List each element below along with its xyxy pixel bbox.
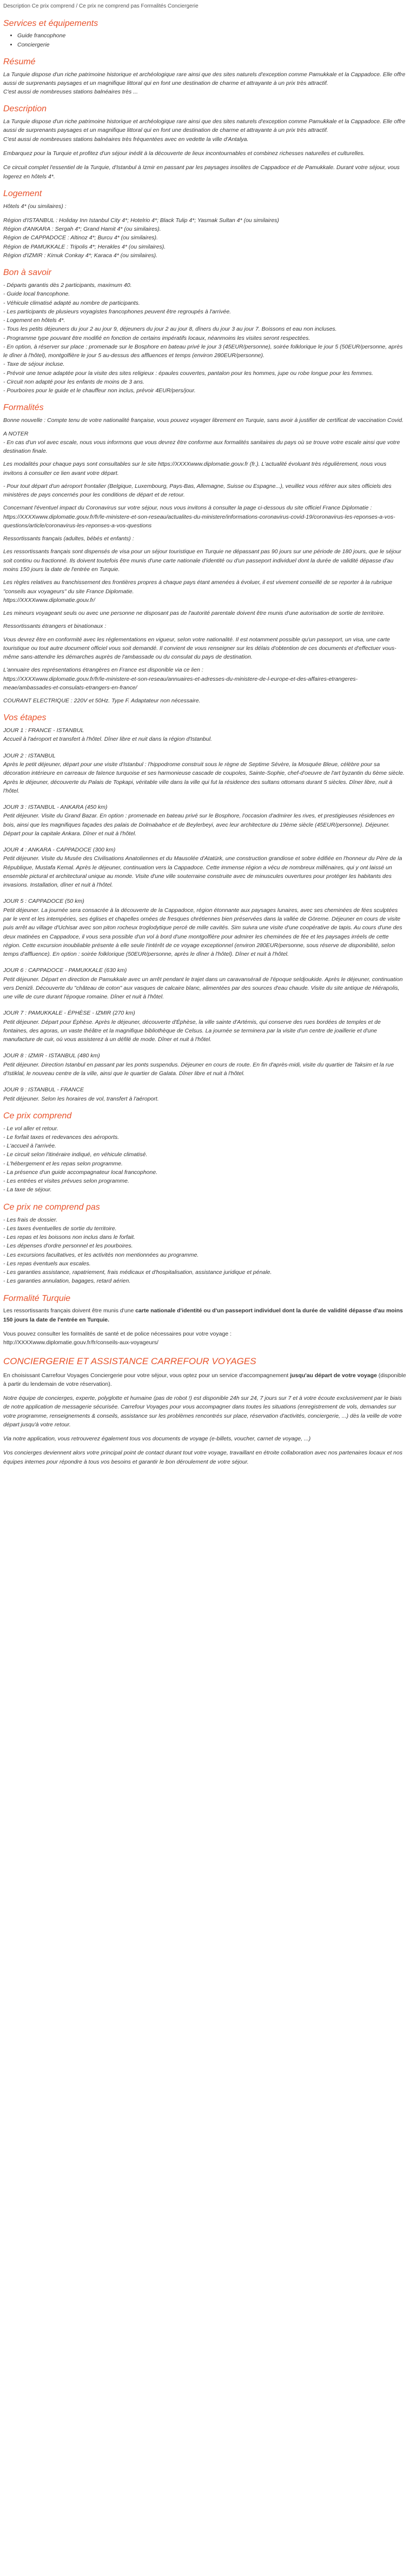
day-text: Petit déjeuner. La journée sera consacrée à la découverte de la Cappadoce, région étonnante aux paysages lunaires, avec ses cheminées de fées sculptées par le vent et les intempéries, ses églises et chapelles ornées de fresques chrétiennes bien préservées dans la vallée de Göreme. Déjeuner en cours de visite puis arrêt au village d'Uchisar avec son piton rocheux troglodytique percé de mille cavités. Sim suivra une visite d'une coopérative de tapis. Au cours d'une des deux matinées en Cappadoce, il vous sera possible d'un vol à bord d'une montgolfière pour admirer les cheminées de fée et les paysages irréels de cette région. Cette excursion inoubliable présente à elle seule l'intérêt de ce voyage exceptionnel (environ 280EUR/personne, sous réserve de disponibilité, selon temps d'affluence). En option : soirée folklorique (50EUR/personne, après le dîner à l'hôtel). Dîner et nuit à l'hôtel. <box>3 907 402 958</box>
day-heading: JOUR 5 : CAPPADOCE (50 km) <box>3 898 84 905</box>
ce-prix-comprend-title: Ce prix comprend <box>3 1111 72 1121</box>
etapes-title: Vos étapes <box>3 713 47 723</box>
list-item: Région d'IZMIR : Kimuk Conkay 4*; Karaca 4* (ou similaires). <box>3 252 158 259</box>
formalites-paragraph: - Pour tout départ d'un aéroport frontalier (Belgique, Luxembourg, Pays-Bas, Allemagne, Suisse ou Espagne...), veuillez vous référer aux sites officiels des ministères de pays concernés pour les conditions de départ et de retour. <box>3 482 392 499</box>
section-nav-line: Description Ce prix comprend / Ce prix ne comprend pas Formalités Conciergerie <box>3 3 199 9</box>
formalites-paragraph: Les modalités pour chaque pays sont consultables sur le site https://XXXXwww.diplomatie.gouv.fr (fr.). L'actualité évoluant très régulièrement, nous vous invitons à consulter ce lien avant votre départ. <box>3 461 387 477</box>
list-item: - Circuit non adapté pour les enfants de moins de 3 ans. <box>3 378 144 385</box>
list-item: • Conciergerie <box>17 41 407 49</box>
formalites-paragraph: Vous devrez être en conformité avec les réglementations en vigueur, selon votre nationalité. Il est notamment possible qu'un passeport, un visa, une carte touristique ou tout autre document officiel vous soit demandé. Il convient de vous renseigner sur les délais d'obtention de ces documents et d'effectuer vous-même sans-attendre les démarches auprès de l'ambassade ou du consulat du pays de destination. <box>3 636 396 661</box>
diplomatie-link[interactable]: https://XXXXwww.diplomatie.gouv.fr/ <box>3 596 95 603</box>
ce-prix-ne-comprend-pas-title: Ce prix ne comprend pas <box>3 1202 100 1212</box>
list-item: - Les repas et les boissons non inclus dans le forfait. <box>3 1234 135 1241</box>
formalites-paragraph: Les ressortissants français sont dispensés de visa pour un séjour touristique en Turquie ne dépassant pas 90 jours sur une période de 180 jours, que le séjour soit continu ou fractionné. Ils doivent toutefois être munis d'une carte nationale d'identité ou d'un passeport individuel dont la durée de validité dépasse d'au moins 150 jours la date de l'entrée en Turquie. <box>3 548 401 573</box>
day-heading: JOUR 9 : ISTANBUL - FRANCE <box>3 1086 84 1094</box>
list-item: - Les garanties annulation, bagages, retard aérien. <box>3 1278 131 1285</box>
day-text: Accueil à l'aéroport et transfert à l'hôtel. Dîner libre et nuit dans la région d'Istanbul. <box>3 736 212 743</box>
ce-prix-comprend-list <box>3 1124 407 1195</box>
services-title: Services et équipements <box>3 18 98 28</box>
day-item <box>3 752 407 795</box>
resume-title: Résumé <box>3 57 36 66</box>
list-item: - Les dépenses d'ordre personnel et les pourboires. <box>3 1243 133 1250</box>
day-text: Après le petit déjeuner, départ pour une visite d'Istanbul : l'hippodrome construit sous le règne de Septime Sévère, la Mosquée Bleue, célèbre pour sa décoration intérieure en carreaux de faïence turquoise et ses harmonieuse cascade de coupoles, Sainte-Sophie, chef-d'oeuvre de l'art byzantin du 6ème siècle. Après le déjeuner, découverte du Palais de Topkapi, véritable ville dans la ville qui fut la résidence des sultans ottomans durant 5 siècles. Dîner libre, nuit à l'hôtel. <box>3 761 405 794</box>
resume-paragraph: La Turquie dispose d'un riche patrimoine historique et archéologique rare ainsi que des sites naturels d'exception comme Pamukkale et la Cappadoce. Elle offre aussi de surprenants paysages et un magnifique littoral qui en font une destination de charme et attrayante à un prix très attractif. C'est aussi de nombreuses stations balnéaires très ... <box>3 71 406 96</box>
formalites-paragraph: Les règles relatives au franchissement des frontières propres à chaque pays étant amenées à évoluer, il est vivement conseillé de se reporter à la rubrique "conseils aux voyageurs" du site France Diplomatie. https://XXXXwww.diplomatie.gouv.fr/ <box>3 579 393 603</box>
formalites-paragraph: Concernant l'éventuel impact du Coronavirus sur votre séjour, nous vous invitons à consulter la page ci-dessous du site officiel France Diplomatie : https://XXXXwww.diplomatie.gouv.fr/fr/le-ministere-et-son-reseau/actualites-du-ministere/informations-coronavirus-covid-19/coronavirus-les-reponses-a-vos-questions/article/coronavirus-les-reponses-a-vos-questions <box>3 505 395 529</box>
list-item: - Le vol aller et retour. <box>3 1125 58 1132</box>
conciergerie-paragraph: Notre équipe de concierges, experte, polyglotte et humaine (pas de robot !) est disponible 24h sur 24, 7 jours sur 7 et à votre écoute exclusivement par le biais de notre application de messagerie sécurisée. Carrefour Voyages pour vous accompagner dans toutes les situations (enregistrement de vols, demandes sur votre programme, renseignements & conseils, assistance sur les problèmes rencontrés sur place, réservation d'activités, conciergerie, ...) dès la veille de votre départ jusqu'à votre retour. <box>3 1395 402 1428</box>
list-item: - L'hébergement et les repas selon programme. <box>3 1160 123 1167</box>
day-item <box>3 726 407 744</box>
list-item: - Taxe de séjour incluse. <box>3 361 65 368</box>
formalites-title: Formalités <box>3 403 44 413</box>
list-item: - Le forfait taxes et redevances des aéroports. <box>3 1133 120 1141</box>
list-item: - Les taxes éventuelles de sortie du territoire. <box>3 1225 117 1232</box>
list-item: - La taxe de séjour. <box>3 1186 52 1193</box>
conciergerie-paragraph: En choisissant Carrefour Voyages Conciergerie pour votre séjour, vous optez pour un service d'accompagnement jusqu'au départ de votre voyage (disponible à partir du lendemain de votre réservation). <box>3 1372 406 1387</box>
day-heading: JOUR 2 : ISTANBUL <box>3 752 56 759</box>
logement-title: Logement <box>3 189 42 198</box>
day-heading: JOUR 6 : CAPPADOCE - PAMUKKALE (630 km) <box>3 967 127 974</box>
list-item: - La présence d'un guide accompagnateur local francophone. <box>3 1169 158 1176</box>
diplomatie-link[interactable]: https://XXXXwww.diplomatie.gouv.fr/fr/le-ministere-et-son-reseau/actualites-du-ministere/informations-coronavirus-covid-19/coronavirus-les-reponses-a-vos-questions/article/coronavirus-les-reponses-a-vos-questions <box>3 513 395 529</box>
formalites-paragraph: Les mineurs voyageant seuls ou avec une personne ne disposant pas de l'autorité parentale doivent être munis d'une autorisation de sortie de territoire. <box>3 610 385 617</box>
formalites-paragraph: COURANT ELECTRIQUE : 220V et 50Hz. Type F. Adaptateur non nécessaire. <box>3 697 201 705</box>
day-text: Petit déjeuner. Départ pour Éphèse. Après le déjeuner, découverte d'Éphèse, la ville sainte d'Artémis, qui conserve des rues bordées de temples et de fontaines, des agoras, un vaste théâtre et la magnifique bibliothèque de Celsus. La journée se terminera par la visite d'un centre de joaillerie et d'une manufacture de cuir, où vous assisterez à un défilé de mode. Dîner et nuit à l'hôtel. <box>3 1018 381 1043</box>
diplomatie-link[interactable]: https://XXXXwww.diplomatie.gouv.fr/fr/le-ministere-et-son-reseau/annuaires-et-adresses-du-ministere-de-l-europe-et-des-affaires-etrangeres-meae/ambassades-et-consulats-etrangers-en-france/ <box>3 675 358 691</box>
day-heading: JOUR 8 : IZMIR - ISTANBUL (480 km) <box>3 1052 100 1059</box>
formalites-paragraph: A NOTER - En cas d'un vol avec escale, nous vous informons que vous devrez être conforme aux formalités sanitaires du pays où se trouve votre escale ainsi que votre destination finale. <box>3 430 400 455</box>
services-list <box>3 31 407 49</box>
description-paragraph: Ce circuit complet l'essentiel de la Turquie, d'Istanbul à Izmir en passant par les paysages insolites de Cappadoce et de Pamukkale. Durant votre séjour, vous logerez en hôtels 4*. <box>3 164 400 180</box>
day-heading: JOUR 3 : ISTANBUL - ANKARA (450 km) <box>3 804 108 811</box>
day-text: Petit déjeuner. Visite du Musée des Civilisations Anatoliennes et du Mausolée d'Atatürk, une construction grandiose et sobre édifiée en l'honneur du Père de la République, Mustafa Kemal. Après le déjeuner, continuation vers la Cappadoce. Cette immense région a vécu de nombreux millénaires, qui y ont laissé un ensemble pictural et architectural unique au monde. Visite d'une ville souterraine construite avec de minuscules ouvertures pour protéger les habitants des invasions. Installation, dîner et nuit à l'hôtel. <box>3 855 402 889</box>
diplomatie-link[interactable]: http://XXXXwww.diplomatie.gouv.fr/fr/conseils-aux-voyageurs/ <box>3 1339 158 1346</box>
list-item: - Véhicule climatisé adapté au nombre de participants. <box>3 299 140 306</box>
conciergerie-paragraph: Vos concierges deviennent alors votre principal point de contact durant tout votre voyage, travaillant en étroite collaboration avec nos partenaires locaux et nos équipes internes pour répondre à tous vos besoins et garantir le bon déroulement de votre séjour. <box>3 1450 402 1465</box>
list-item: - En option, à réserver sur place : promenade sur le Bosphore en bateau privé le jour 3 (45EUR/personne), soirée folklorique le jour 5 (50EUR/personne, après le dîner à l'hôtel), montgolfière le jour 5 au-dessus des affluences et temps (environ 280EUR/personne). <box>3 343 403 359</box>
list-item: - Les excursions facultatives, et les activités non mentionnées au programme. <box>3 1251 199 1258</box>
list-item: Région de CAPPADOCE : Altinoz 4*; Burcu 4* (ou similaires). <box>3 234 158 242</box>
day-item <box>3 846 407 889</box>
day-item <box>3 897 407 958</box>
bon-savoir-list <box>3 281 407 395</box>
day-text: Petit déjeuner. Direction Istanbul en passant par les ponts suspendus. Déjeuner en cours de route. En fin d'après-midi, visite du quartier de Taksim et la rue d'Istiklal, le nouveau centre de la ville, ainsi que le quartier de Galata. Dîner libre et nuit à l'hôtel. <box>3 1061 394 1077</box>
logement-intro: Hôtels 4* (ou similaires) : <box>3 203 67 210</box>
list-item: - Les repas éventuels aux escales. <box>3 1260 91 1267</box>
formalites-block <box>3 416 407 705</box>
day-item <box>3 966 407 1001</box>
list-item: - Programme type pouvant être modifié en fonction de certains impératifs locaux, néanmoins les visites seront respectées. <box>3 334 310 341</box>
day-text: Petit déjeuner. Départ en direction de Pamukkale avec un arrêt pendant le trajet dans un caravansérail de l'époque seldjoukide. Après le déjeuner, continuation vers Denizli. Découverte du "château de coton" aux vasques de calcaire blanc, alimentées par des sources d'eau chaude. Visite du site antique de Hiérapolis, une ville de cure durant l'époque romaine. Dîner et nuit à l'hôtel. <box>3 976 403 1001</box>
list-item: - Logement en hôtels 4*. <box>3 317 65 324</box>
list-item: Région d'ISTANBUL : Holiday Inn Istanbul City 4*; Hotelrio 4*; Black Tulip 4*; Yasmak Sultan 4* (ou similaires) <box>3 217 279 224</box>
conciergerie-paragraph: Via notre application, vous retrouverez également tous vos documents de voyage (e-billets, voucher, carnet de voyage, ...) <box>3 1435 311 1443</box>
list-item: Région de PAMUKKALE : Tripolis 4*; Herakles 4* (ou similaires). <box>3 243 166 250</box>
conciergerie-title: CONCIERGERIE ET ASSISTANCE CARREFOUR VOYAGES <box>3 1356 256 1367</box>
day-item <box>3 1051 407 1078</box>
day-item <box>3 1085 407 1103</box>
formalite-turquie-paragraph: Les ressortissants français doivent être munis d'une carte nationale d'identité ou d'un passeport individuel dont la durée de validité dépasse d'au moins 150 jours la date de l'entrée en Turquie. <box>3 1307 403 1323</box>
day-item <box>3 803 407 838</box>
list-item: - Les entrées et visites prévues selon programme. <box>3 1178 129 1185</box>
day-heading: JOUR 4 : ANKARA - CAPPADOCE (300 km) <box>3 847 116 854</box>
etapes-list <box>3 726 407 1103</box>
formalites-paragraph: Bonne nouvelle : Compte tenu de votre nationalité française, vous pouvez voyager librement en Turquie, sans avoir à justifier de certificat de vaccination Covid. <box>3 417 404 424</box>
list-item: - Départs garantis dès 2 participants, maximum 40. <box>3 282 132 289</box>
description-paragraph: Embarquez pour la Turquie et profitez d'un séjour inédit à la découverte de lieux incontournables et combinez richesses naturelles et culturelles. <box>3 150 365 157</box>
list-item: - Les garanties assistance, rapatriement, frais médicaux et d'hospitalisation, assistance juridique et pénale. <box>3 1269 272 1276</box>
list-item: - Prévoir une tenue adaptée pour la visite des sites religieux : épaules couvertes, pantalon pour les hommes, jupe ou robe longue pour les femmes. <box>3 370 374 377</box>
formalites-paragraph: L'annuaire des représentations étrangères en France est disponible via ce lien : https://XXXXwww.diplomatie.gouv.fr/fr/le-ministere-et-son-reseau/annuaires-et-adresses-du-ministere-de-l-europe-et-des-affaires-etrangeres-meae/ambassades-et-consulats-etrangers-en-france/ <box>3 667 358 691</box>
list-item: - Guide local francophone. <box>3 291 70 298</box>
bon-savoir-title: Bon à savoir <box>3 268 51 278</box>
list-item: - Le circuit selon l'itinéraire indiqué, en véhicule climatisé. <box>3 1151 148 1158</box>
description-paragraph: La Turquie dispose d'un riche patrimoine historique et archéologique rare ainsi que des sites naturels d'exception comme Pamukkale et la Cappadoce. Elle offre aussi de surprenants paysages et un magnifique littoral qui en font une destination de charme et attrayante à un prix très attractif. C'est aussi de nombreuses stations balnéaires très fréquentées avec en vedette la ville d'Antalya. <box>3 118 406 143</box>
logement-list <box>3 216 407 260</box>
formalites-paragraph: Ressortissants étrangers et binationaux : <box>3 623 107 630</box>
day-text: Petit déjeuner. Selon les horaires de vol, transfert à l'aéroport. <box>3 1095 159 1102</box>
day-heading: JOUR 7 : PAMUKKALE - ÉPHÈSE - IZMIR (270 km) <box>3 1010 135 1017</box>
list-item: - Tous les petits déjeuners du jour 2 au jour 9, déjeuners du jour 2 au jour 8, dîners du jour 3 au jour 7. Boissons et eau non incluses. <box>3 326 337 333</box>
list-item: • Guide francophone <box>17 31 407 40</box>
day-text: Petit déjeuner. Visite du Grand Bazar. En option : promenade en bateau privé sur le Bosphore, l'occasion d'admirer les rives, et prestigieuses résidences en bois, ainsi que les magnifiques façades des palais de Dolmabahce et de Beylerbeyi, avec leur architecture du 19ème siècle (45EUR/personne). Déjeuner. Départ pour la capitale Ankara. Dîner et nuit à l'hôtel. <box>3 813 395 837</box>
day-heading: JOUR 1 : FRANCE - ISTANBUL <box>3 727 84 734</box>
day-item <box>3 1009 407 1044</box>
list-item: - Les participants de plusieurs voyagistes francophones peuvent être regroupés à l'arrivée. <box>3 308 232 315</box>
formalite-turquie-paragraph: Vous pouvez consulter les formalités de santé et de police nécessaires pour votre voyage : http://XXXXwww.diplomatie.gouv.fr/fr/conseils-aux-voyageurs/ <box>3 1330 232 1346</box>
list-item: Région d'ANKARA : Sergah 4*; Grand Hamit 4* (ou similaires). <box>3 226 161 233</box>
formalites-paragraph: Ressortissants français (adultes, bébés et enfants) : <box>3 535 134 542</box>
formalite-turquie-title: Formalité Turquie <box>3 1293 71 1303</box>
ce-prix-ne-comprend-pas-list <box>3 1216 407 1286</box>
list-item: - Pourboires pour le guide et le chauffeur non inclus, prévoir 4EUR/pers/jour. <box>3 387 196 394</box>
description-title: Description <box>3 104 47 114</box>
list-item: - Les frais de dossier. <box>3 1216 57 1223</box>
list-item: - L'accueil à l'arrivée. <box>3 1143 56 1150</box>
